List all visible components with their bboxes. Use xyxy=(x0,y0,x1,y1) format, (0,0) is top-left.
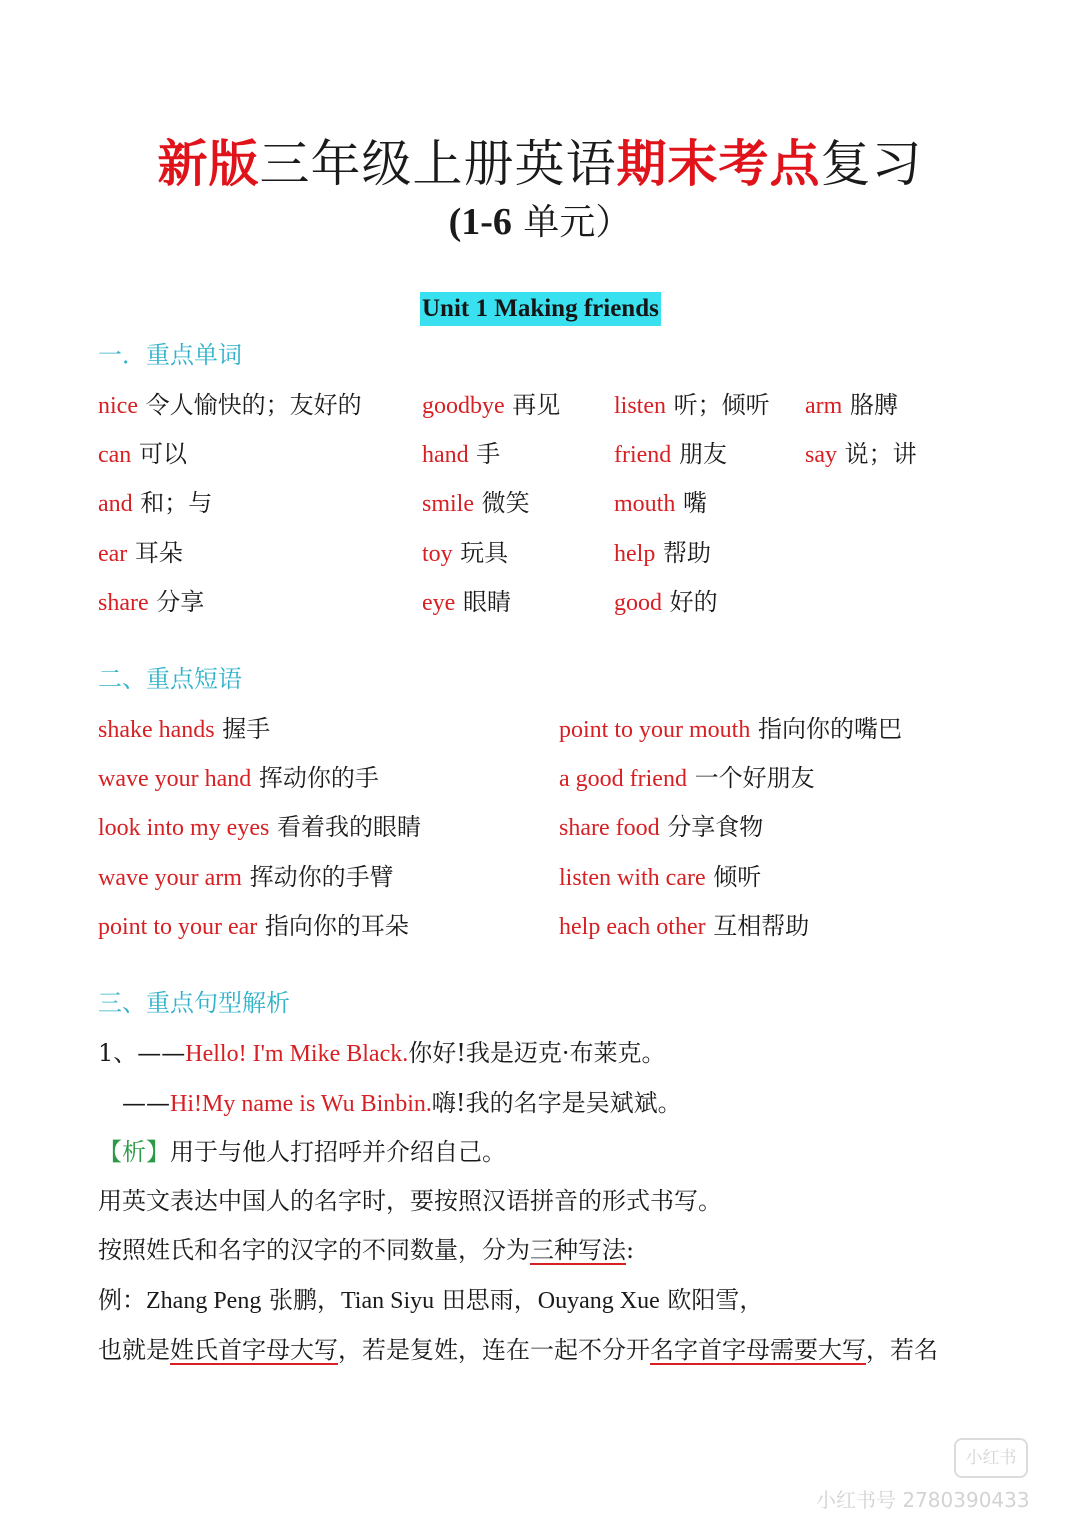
example-name-cn: 张鹏， xyxy=(261,1286,341,1314)
word-en: can xyxy=(98,442,132,468)
section-heading-phrases: 二、重点短语 xyxy=(98,665,242,693)
word-cn: 眼睛 xyxy=(455,588,511,616)
phrase-cn: 握手 xyxy=(214,715,271,743)
phrase-en: shake hands xyxy=(98,717,215,743)
example-name-cn: 欧阳雪， xyxy=(659,1286,764,1314)
rule-text: ，若是复姓，连在一起不分开 xyxy=(338,1336,650,1364)
word-item xyxy=(98,536,183,571)
word-en: help xyxy=(614,541,656,567)
word-en: good xyxy=(614,590,662,616)
word-en: friend xyxy=(614,442,672,468)
word-en: hand xyxy=(422,442,469,468)
section-heading-sentences: 三、重点句型解析 xyxy=(98,989,290,1017)
example-label: 例： xyxy=(98,1286,146,1314)
word-item xyxy=(422,486,530,521)
watermark xyxy=(808,1438,1058,1518)
phrase-en: wave your hand xyxy=(98,766,252,792)
sentence-en: Hello! I'm Mike Black. xyxy=(185,1041,409,1067)
underlined-surname-rule: 姓氏首字母大写 xyxy=(170,1336,338,1364)
underlined-name-rule: 名字首字母需要大写 xyxy=(650,1336,866,1364)
rule-line xyxy=(98,1333,938,1367)
phrase-en: help each other xyxy=(559,914,706,940)
phrase-item xyxy=(98,810,421,845)
word-en: share xyxy=(98,590,149,616)
word-en: listen xyxy=(614,393,666,419)
word-en: toy xyxy=(422,541,453,567)
note-colon: : xyxy=(626,1236,635,1264)
word-en: arm xyxy=(805,393,843,419)
word-item xyxy=(805,388,898,423)
note-line-pinyin: 用英文表达中国人的名字时，要按照汉语拼音的形式书写。 xyxy=(98,1187,722,1215)
page-subtitle xyxy=(0,196,1080,249)
word-item xyxy=(422,388,560,423)
word-en: nice xyxy=(98,393,138,419)
rule-text: 也就是 xyxy=(98,1336,170,1364)
word-en: say xyxy=(805,442,837,468)
word-en: eye xyxy=(422,590,456,616)
phrase-en: point to your mouth xyxy=(559,717,751,743)
word-en: and xyxy=(98,491,133,517)
example-name-en: Zhang Peng xyxy=(146,1288,262,1314)
analysis-text: 用于与他人打招呼并介绍自己。 xyxy=(170,1138,506,1166)
watermark-text: 小红书号 2780390433 xyxy=(816,1488,1030,1512)
example-name-cn: 田思雨， xyxy=(434,1286,538,1314)
sentence-prefix: —— xyxy=(122,1089,170,1117)
sentence-prefix: 1、—— xyxy=(98,1039,186,1067)
analysis-tag: 【析】 xyxy=(98,1138,170,1166)
phrase-item xyxy=(98,909,409,944)
word-cn: 好的 xyxy=(662,588,718,616)
section-heading-words: 一．重点单词 xyxy=(98,341,242,369)
word-cn: 朋友 xyxy=(671,440,727,468)
title-part-grade: 三年级上册英语 xyxy=(259,135,617,193)
phrase-item xyxy=(559,810,763,845)
example-name-en: Ouyang Xue xyxy=(537,1288,660,1314)
example-name-en: Tian Siyu xyxy=(340,1288,435,1314)
word-item xyxy=(614,388,770,423)
word-cn: 分享 xyxy=(148,588,205,616)
sentence-cn: 嗨!我的名字是吴斌斌。 xyxy=(431,1089,682,1117)
word-cn: 再见 xyxy=(504,391,561,419)
page-title xyxy=(0,132,1080,196)
word-item xyxy=(614,536,711,571)
word-item xyxy=(98,486,212,521)
phrase-cn: 看着我的眼睛 xyxy=(269,813,421,841)
phrase-cn: 挥动你的手臂 xyxy=(241,863,394,891)
sentence-cn: 你好!我是迈克·布莱克。 xyxy=(408,1039,666,1067)
word-item xyxy=(614,486,707,521)
phrase-item xyxy=(559,761,815,796)
phrase-item xyxy=(98,860,394,895)
sentence-line-1 xyxy=(98,1036,666,1071)
word-item xyxy=(422,536,508,571)
word-cn: 手 xyxy=(468,440,501,468)
note-line-three-ways xyxy=(98,1233,634,1267)
word-cn: 帮助 xyxy=(655,539,711,567)
subtitle-unit-text: 单元） xyxy=(511,202,632,243)
phrase-en: listen with care xyxy=(559,865,706,891)
title-part-review: 复习 xyxy=(820,135,923,193)
phrase-cn: 一个好朋友 xyxy=(686,764,815,792)
phrase-item xyxy=(559,909,809,944)
word-item xyxy=(614,585,718,620)
phrase-cn: 挥动你的手 xyxy=(251,764,379,792)
example-line xyxy=(98,1283,763,1318)
phrase-en: look into my eyes xyxy=(98,815,270,841)
phrase-en: share food xyxy=(559,815,660,841)
word-cn: 可以 xyxy=(131,440,187,468)
word-cn: 和；与 xyxy=(132,489,213,517)
word-en: goodbye xyxy=(422,393,505,419)
word-item xyxy=(422,585,511,620)
word-item xyxy=(98,585,204,620)
word-cn: 玩具 xyxy=(452,539,509,567)
unit-title: Unit 1 Making friends xyxy=(420,292,661,326)
word-cn: 听；倾听 xyxy=(666,391,770,419)
sentence-en: Hi!My name is Wu Binbin. xyxy=(170,1091,432,1117)
phrase-item xyxy=(98,712,270,747)
word-cn: 微笑 xyxy=(474,489,530,517)
title-part-exam: 期末考点 xyxy=(616,134,821,193)
phrase-item xyxy=(98,761,379,796)
word-item xyxy=(805,437,917,472)
sentence-line-2 xyxy=(122,1086,682,1121)
title-part-xinban: 新版 xyxy=(157,134,260,193)
rule-text: ，若名 xyxy=(866,1336,938,1364)
watermark-logo: 小红书 xyxy=(954,1438,1028,1478)
phrase-item xyxy=(559,712,902,747)
word-en: smile xyxy=(422,491,474,517)
word-item xyxy=(614,437,727,472)
word-item xyxy=(422,437,500,472)
word-cn: 耳朵 xyxy=(127,539,183,567)
phrase-cn: 分享食物 xyxy=(659,813,764,841)
word-cn: 说；讲 xyxy=(837,440,917,468)
phrase-cn: 倾听 xyxy=(705,863,762,891)
word-cn: 胳膊 xyxy=(842,391,898,419)
word-cn: 令人愉快的；友好的 xyxy=(137,391,362,419)
word-item xyxy=(98,388,362,423)
word-en: mouth xyxy=(614,491,676,517)
subtitle-range: (1-6 xyxy=(448,201,512,243)
underlined-three-ways: 三种写法 xyxy=(530,1236,626,1264)
word-cn: 嘴 xyxy=(675,489,707,517)
phrase-cn: 指向你的嘴巴 xyxy=(750,715,902,743)
note-text: 按照姓氏和名字的汉字的不同数量，分为 xyxy=(98,1236,530,1264)
phrase-en: wave your arm xyxy=(98,865,242,891)
phrase-cn: 指向你的耳朵 xyxy=(257,912,409,940)
phrase-cn: 互相帮助 xyxy=(705,912,810,940)
word-item xyxy=(98,437,187,472)
phrase-en: a good friend xyxy=(559,766,687,792)
analysis-line xyxy=(98,1135,506,1169)
phrase-item xyxy=(559,860,761,895)
word-en: ear xyxy=(98,541,128,567)
phrase-en: point to your ear xyxy=(98,914,258,940)
